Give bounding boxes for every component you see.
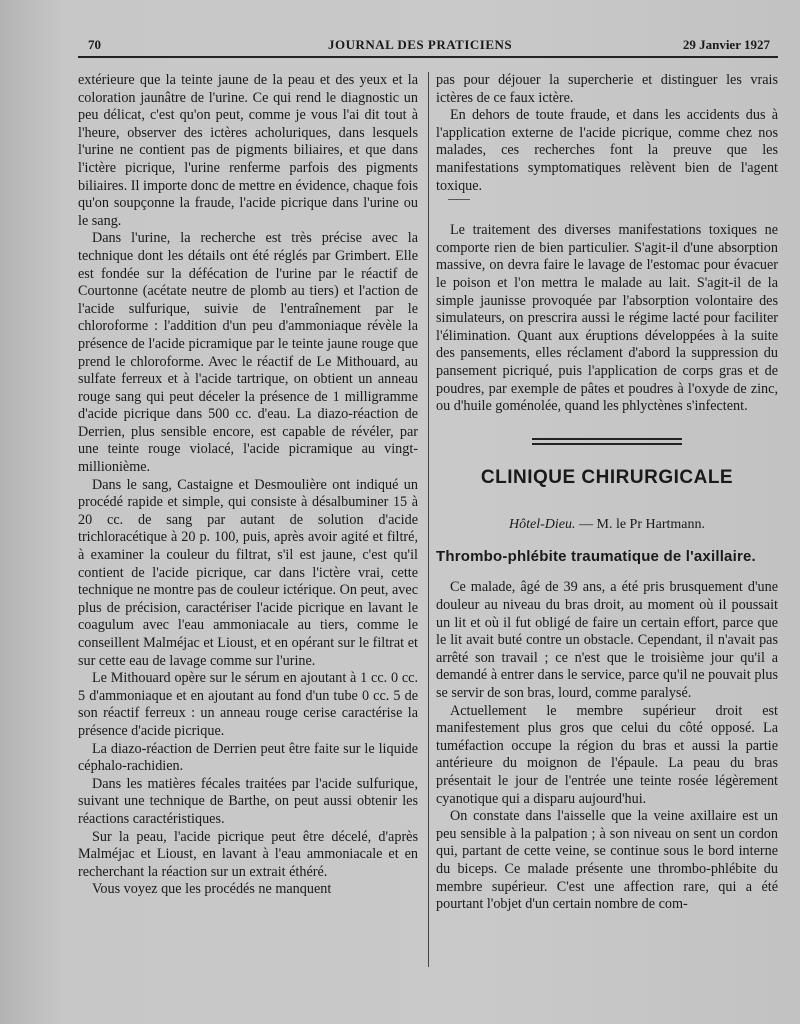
column-divider (428, 72, 429, 967)
paragraph: Sur la peau, l'acide picrique peut être décelé, d'après Malméjac et Lioust, en lavant à l'eau ammoniacale et en recherchant la réaction sur un extrait éthéré. (78, 828, 418, 880)
hospital-name: Hôtel-Dieu. (509, 517, 576, 533)
section-double-rule (532, 438, 682, 445)
journal-title: JOURNAL DES PRATICIENS (328, 37, 513, 52)
paragraph: Le Mithouard opère sur le sérum en ajoutant à 1 cc. 0 cc. 5 d'ammoniaque et en ajoutant au fond d'un tube 0 cc. 5 de son réactif ferreux : un anneau rouge cerise caractérise la présence d'acide picrique. (78, 670, 418, 739)
paragraph: Dans le sang, Castaigne et Desmoulière ont indiqué un procédé rapide et simple, qui consiste à désalbuminer 15 à 20 cc. de sang par autant de solution d'acide trichloracétique à 20 p. 100, puis, après avoir agité et filtré, à examiner la couleur du filtrat, s'il est jaune, c'est qu'il contient de l'acide picrique, car dans l'ictère vrai, cette technique ne montre pas de couleur ictérique. On peut, avec plus de précision, caractériser l'acide picrique en lavant le coagulum avec l'eau ammoniacale au tiers, comme le conseillent Malméjac et Lioust, et en opérant sur le filtrat et sur cette eau de lavage comme sur l'urine. (78, 476, 418, 669)
paragraph: Dans les matières fécales traitées par l'acide sulfurique, suivant une technique de Barthe, on peut aussi obtenir les réactions caractéristiques. (78, 775, 418, 827)
paragraph: Actuellement le membre supérieur droit est manifestement plus gros que celui du côté opposé. La tuméfaction occupe la région du bras et aussi la partie antérieure du moignon de l'épaule. La peau du bras présentait le jour de l'entrée une teinte rosée légèrement cyanotique qui a disparu aujourd'hui. (436, 702, 778, 807)
paragraph: La diazo-réaction de Derrien peut être faite sur le liquide céphalo-rachidien. (78, 740, 418, 775)
professor-name: — M. le Pr Hartmann. (575, 517, 705, 533)
case-title: Thrombo-phlébite traumatique de l'axillaire. (436, 547, 756, 565)
right-column (436, 72, 778, 914)
paragraph: Vous voyez que les procédés ne manquent (92, 881, 332, 898)
paragraph: En dehors de toute fraude, et dans les accidents dus à l'application externe de l'acide picrique, comme chez nos malades, ces recherches font la preuve que les manifestations symptomatiques relèvent bien de l'agent toxique. (436, 107, 778, 194)
hospital-line (436, 516, 778, 534)
page-number: 70 (88, 37, 101, 52)
treatment-paragraph: Le traitement des diverses manifestations toxiques ne comporte rien de bien particulier. S'agit-il d'une absorption massive, on devra faire le lavage de l'estomac pour évacuer le poison et l'on mettra le malade au lait. S'agit-il de la simple jaunisse provoquée par l'absorption volontaire des simulateurs, on prescrira aussi le régime lacté pour faciliter l'élimination. Quant aux éruptions développées à la suite des pansements, elles réclament d'abord la suppression du pansement picriqué, puis l'application de corps gras et de poudres, par exemple de pâtes et poudres à l'oxyde de zinc, ou d'huile goménolée, quand les phlyctènes s'infectent. (436, 222, 778, 415)
issue-date: 29 Janvier 1927 (682, 37, 770, 52)
paragraph: On constate dans l'aisselle que la veine axillaire est un peu sensible à la palpation ; à son niveau on sent un cordon qui, partant de cette veine, se continue sous le bord interne du biceps. Ce malade présente une thrombo-phlébite du membre supérieur. C'est une affection rare, qui a été pourtant l'objet d'un certain nombre de com- (436, 808, 778, 913)
paragraph: pas pour déjouer la supercherie et distinguer les vrais ictères de ce faux ictère. (436, 72, 778, 106)
paragraph: extérieure que la teinte jaune de la peau et des yeux et la coloration jaunâtre de l'urine. Ce qui rend le diagnostic un peu délicat, c'est qu'on peut, comme je vous l'ai dit tout à l'heure, observer des ictères acholuriques, dans lesquels l'urine ne contient pas de pigments biliaires, et que dans l'ictère picrique, l'urine renferme parfois des pigments biliaires. Il importe donc de mettre en évidence, chaque fois qu'on soupçonne la fraude, l'acide picrique dans l'urine ou le sang. (78, 72, 418, 229)
section-title: CLINIQUE CHIRURGICALE (480, 466, 734, 488)
left-column (78, 72, 418, 899)
paragraph: Ce malade, âgé de 39 ans, a été pris brusquement d'une douleur au niveau du bras droit, au moment où il poussait un lit et où il fut obligé de faire un certain effort, parce que le lit avait buté contre un obstacle. Cependant, il n'avait pas arrêté son travail ; ce n'est que le troisième jour qu'il a demandé à entrer dans le service, parce qu'il ne pouvait plus se servir de son bras, lourd, comme paralysé. (436, 579, 778, 702)
paragraph: Dans l'urine, la recherche est très précise avec la technique dont les détails ont été réglés par Grimbert. Elle est fondée sur la défécation de l'urine par le réactif de Courtonne (acétate neutre de plomb au tiers) et l'action de l'acide sulfurique, suivie de l'entraînement par le chloroforme : l'addition d'un peu d'ammoniaque révèle la présence de l'acide picramique par le teinte jaune rouge que prend le chloroforme. Avec le réactif de Le Mithouard, au sulfate ferreux et à l'acide tartrique, on obtient un anneau rouge sang qui peut déceler la présence de 1 milligramme d'acide picrique dans 500 cc. d'eau. La diazo-réaction de Derrien, plus sensible encore, est capable de révéler, par une teinte rouge violacé, l'acide picramique au vingt-millionième. (78, 230, 418, 476)
page-header (78, 34, 778, 58)
spacer (436, 200, 778, 222)
